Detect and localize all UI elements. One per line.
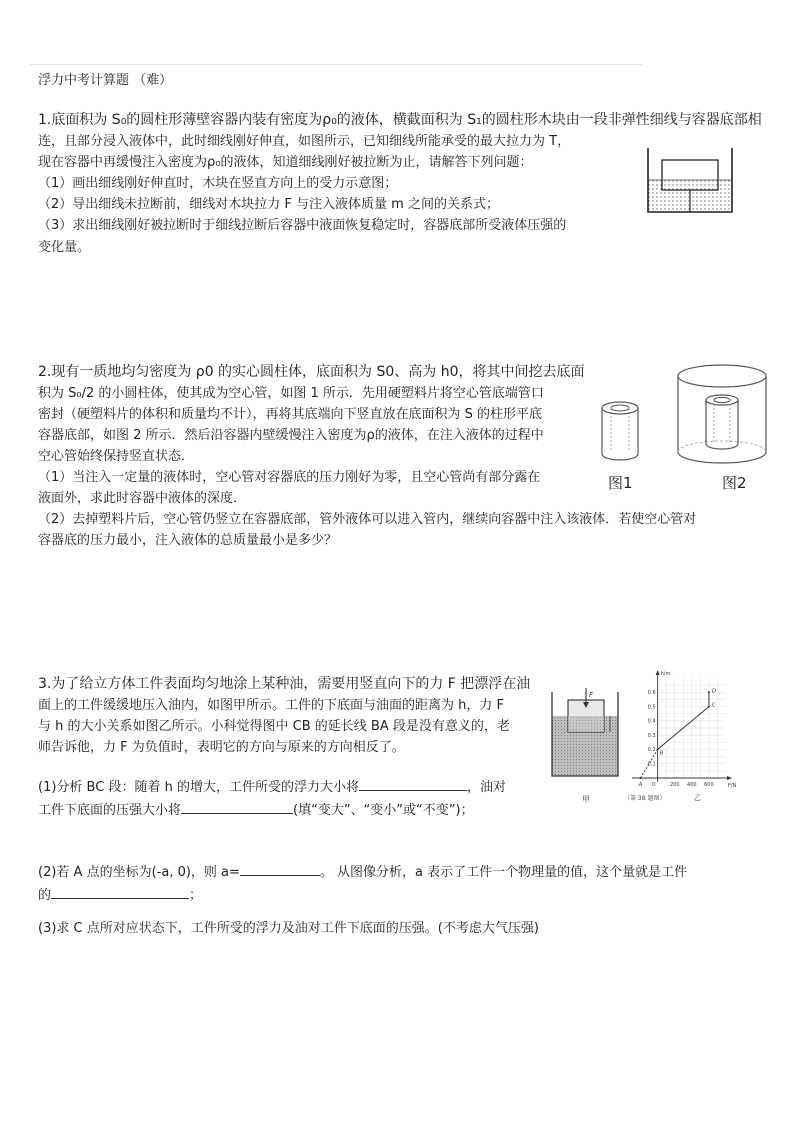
fig2-container — [678, 365, 766, 463]
q3-part3: (3)求 C 点所对应状态下，工件所受的浮力及油对工件下底面的压强。(不考虑大气压强) — [38, 921, 539, 936]
point-label-D: D — [711, 688, 717, 695]
y-tick-label: 0.5 — [647, 704, 656, 711]
q2-line: 积为 S₀/2 的小圆柱体，使其成为空心管，如图 1 所示．先用硬塑料片将空心管底端管口 — [38, 386, 544, 401]
workpiece-submerged — [568, 716, 604, 732]
chart-labels — [638, 671, 737, 789]
q2-line: 2.现有一质地均匀密度为 ρ0 的实心圆柱体，底面积为 S0、高为 h0，将其中间挖去底面 — [38, 364, 585, 380]
q3-part1-line1 — [38, 777, 506, 796]
q3-line: 师告诉他，力 F 为负值时，表明它的方向与原来的方向相反了。 — [38, 740, 405, 755]
q3-p1-text: ，油对 — [466, 780, 506, 795]
q3-p2-text: (2)若 A 点的坐标为(-a, 0)，则 a= — [38, 865, 240, 880]
q2-line: 容器底部，如图 2 所示．然后沿容器内壁缓慢注入密度为ρ的液体，在注入液体的过程中 — [38, 428, 544, 443]
point-C — [708, 706, 710, 708]
y-tick-label: 0.1 — [647, 761, 656, 768]
y-tick-label: 0.3 — [647, 732, 656, 739]
q2-line: 液面外，求此时容器中液体的深度． — [38, 491, 247, 506]
x-tick-label: 600 — [704, 782, 714, 788]
q3-chart — [618, 666, 740, 806]
q3-part2-line1 — [38, 862, 687, 881]
x-tick-label: 400 — [687, 782, 697, 788]
q3-p1-text: (填“变大”、“变小”或“不变”)； — [293, 803, 474, 818]
chart-caption: （第 38 题图） — [624, 795, 666, 802]
q1-line: 现在容器中再缓慢注入密度为ρ₀的液体，知道细线刚好被拉断为止，请解答下列问题： — [38, 155, 533, 170]
y-tick-label: 0.4 — [647, 718, 656, 725]
q2-line: （2）去掉塑料片后，空心管仍竖立在容器底部，管外液体可以进入管内，继续向容器中注入该液体．若使空心管对 — [38, 512, 697, 527]
page-title: 浮力中考计算题 （难） — [38, 73, 173, 88]
answer-blank-quantity[interactable] — [51, 885, 189, 899]
q3-line: 与 h 的大小关系如图乙所示。小科觉得图中 CB 的延长线 BA 段是没有意义的，老 — [38, 719, 510, 734]
q3-line: 3.为了给立方体工件表面均匀地涂上某种油，需要用竖直向下的力 F 把漂浮在油 — [38, 676, 531, 692]
fig1-label: 图1 — [608, 474, 633, 492]
x-tick-label: 200 — [669, 782, 680, 788]
q2-line: 容器底的压力最小，注入液体的总质量最小是多少？ — [38, 533, 338, 548]
point-label-C: C — [711, 702, 716, 709]
q2-line: 密封（硬塑料片的体积和质量均不计），再将其底端向下竖直放在底面积为 S 的柱形平底 — [38, 407, 543, 422]
answer-blank-pressure[interactable] — [181, 800, 293, 814]
q2-line: 空心管始终保持竖直状态． — [38, 449, 195, 464]
x-axis-arrow — [727, 776, 732, 780]
q1-line: （1）画出细线刚好伸直时，木块在竖直方向上的受力示意图； — [38, 176, 398, 191]
q3-p2-text: 的 — [38, 888, 52, 903]
q3-p2-text: ； — [189, 888, 203, 903]
point-B — [657, 748, 659, 750]
q3-p2-text: 。 从图像分析，a 表示了工件一个物理量的值，这个量就是工件 — [319, 865, 688, 880]
y-axis-arrow — [656, 670, 660, 675]
point-A — [640, 777, 642, 779]
q1-line: 变化量。 — [38, 240, 91, 255]
q3-p1-text: 工件下底面的压强大小将 — [38, 803, 182, 818]
origin-label: O — [651, 782, 656, 788]
q2-line: （1）当注入一定量的液体时，空心管对容器底的压力刚好为零，且空心管尚有部分露在 — [38, 470, 541, 485]
fig-jia-label: 甲 — [582, 795, 590, 804]
q3-part1-line2 — [38, 800, 474, 819]
force-label: F — [589, 691, 594, 699]
q2-tube-figure — [592, 360, 772, 498]
fig1-hollow-tube — [602, 402, 638, 460]
fig2-label: 图2 — [722, 474, 747, 492]
q1-line: 连，且部分浸入液体中，此时细线刚好伸直，如图所示，已知细线所能承受的最大拉力为 T， — [38, 134, 571, 149]
point-D — [708, 691, 710, 693]
wood-block-submerged — [662, 180, 718, 190]
y-axis-label: h/m — [660, 671, 671, 677]
y-tick-label: 0.6 — [647, 690, 656, 697]
q1-line: 1.底面积为 S₀的圆柱形薄壁容器内装有密度为ρ₀的液体，横截面积为 S₁的圆柱形木块由一段非弹性细线与容器底部相 — [38, 112, 762, 128]
q1-line: （3）求出细线刚好被拉断时于细线拉断后容器中液面恢复稳定时，容器底部所受液体压强的 — [38, 218, 567, 233]
top-rule — [30, 64, 642, 65]
answer-blank-buoyancy[interactable] — [359, 777, 467, 791]
answer-blank-a[interactable] — [240, 862, 320, 876]
y-tick-label: 0.2 — [647, 747, 656, 754]
q1-line: （2）导出细线未拉断前，细线对木块拉力 F 与注入液体质量 m 之间的关系式； — [38, 197, 499, 212]
q3-line: 面上的工件缓缓地压入油内，如图甲所示。工件的下底面与油面的距离为 h，力 F — [38, 698, 504, 713]
chart-fig-label: 乙 — [694, 794, 701, 802]
point-label-A: A — [638, 782, 643, 788]
q3-p1-text: (1)分析 BC 段：随着 h 的增大，工件所受的浮力大小将 — [38, 780, 359, 795]
q3-part2-line2 — [38, 885, 202, 904]
x-axis-label: F/N — [728, 783, 737, 789]
q1-container-figure — [640, 144, 740, 220]
point-label-B: B — [659, 750, 664, 757]
q3-fig-jia — [548, 686, 628, 806]
